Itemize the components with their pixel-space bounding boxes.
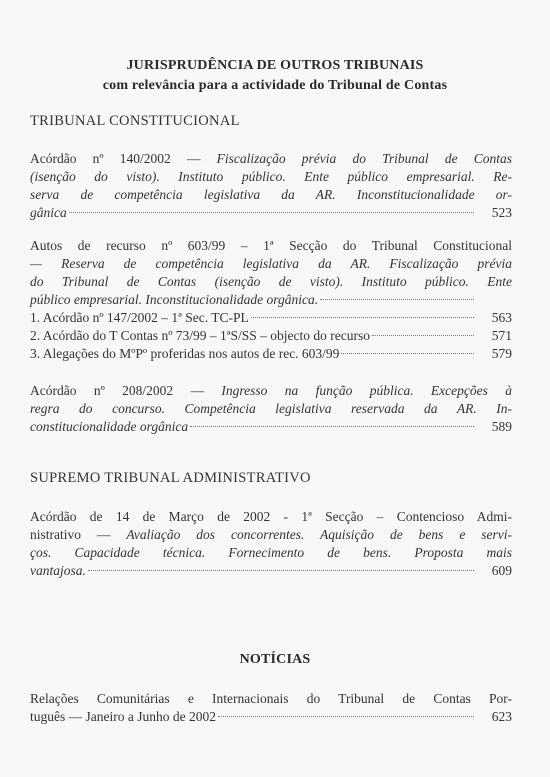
- page-number: 579: [491, 346, 512, 361]
- entry-line: [30, 150, 512, 168]
- dot-leader: [218, 716, 474, 717]
- page-number: 589: [491, 419, 512, 434]
- page-number: 571: [491, 328, 512, 343]
- page-number: 623: [491, 709, 512, 724]
- entry-line: constitucionalidade orgânica: [30, 419, 189, 434]
- subitem-text: 1. Acórdão nº 147/2002 – 1ª Sec. TC-PL: [30, 310, 249, 325]
- toc-entry-acordao-140-2002: [30, 150, 512, 222]
- toc-leader-line: [30, 418, 512, 436]
- toc-entry-relacoes-comunitarias: [30, 690, 512, 726]
- entry-line: Autos de recurso nº 603/99 – 1ª Secção do Tribunal Constitucional: [30, 238, 512, 253]
- toc-leader-line: [30, 562, 512, 580]
- entry-line: ços. Capacidade técnica. Fornecimento de bens. Proposta mais: [30, 545, 512, 560]
- toc-subitem: [30, 345, 512, 363]
- entry-line: serva de competência legislativa da AR. Inconstitucionalidade or-: [30, 187, 512, 202]
- toc-subitem: [30, 309, 512, 327]
- page-subtitle: com relevância para a actividade do Tribunal de Contas: [102, 78, 448, 93]
- dot-leader: [69, 212, 474, 213]
- subitem-text: 3. Alegações do MºPº proferidas nos autos de rec. 603/99: [30, 346, 340, 361]
- dot-leader: [320, 299, 474, 300]
- entry-subject: Avaliação dos concorrentes. Aquisição de bens e servi-: [126, 527, 512, 542]
- toc-entry-acordao-14-marco-2002: [30, 508, 512, 580]
- entry-line: do Tribunal de Contas (isenção de visto). Instituto público. Ente: [30, 274, 512, 289]
- dot-leader: [341, 353, 474, 354]
- entry-line: [30, 382, 512, 400]
- entry-line: — Reserva de competência legislativa da AR. Fiscalização prévia: [30, 256, 512, 271]
- section-title-supremo-tribunal-administrativo: SUPREMO TRIBUNAL ADMINISTRATIVO: [30, 470, 311, 486]
- dot-leader: [88, 570, 474, 571]
- entry-line: gânica: [30, 205, 67, 220]
- page-number: 523: [491, 205, 512, 220]
- page-number: 609: [491, 563, 512, 578]
- entry-lead: Acórdão nº 208/2002 —: [30, 383, 222, 398]
- entry-line: Relações Comunitárias e Internacionais do Tribunal de Contas Por-: [30, 691, 512, 706]
- entry-lead: nistrativo —: [30, 527, 127, 542]
- entry-line: Acórdão de 14 de Março de 2002 - 1ª Secção – Contencioso Admi-: [30, 509, 512, 524]
- toc-leader-line: [30, 708, 512, 726]
- toc-leader-line: [30, 291, 512, 309]
- page-number: 563: [491, 310, 512, 325]
- toc-entry-autos-recurso-603-99: [30, 237, 512, 363]
- entry-line: vantajosa.: [30, 563, 86, 578]
- toc-leader-line: [30, 204, 512, 222]
- dot-leader: [251, 317, 474, 318]
- section-title-noticias: NOTÍCIAS: [239, 652, 311, 667]
- entry-line: público empresarial. Inconstitucionalidade orgânica.: [30, 292, 319, 307]
- toc-entry-acordao-208-2002: [30, 382, 512, 436]
- entry-lead: Acórdão nº 140/2002 —: [30, 151, 217, 166]
- entry-line: [30, 526, 512, 544]
- entry-line: regra do concurso. Competência legislativa reservada da AR. In-: [30, 401, 512, 416]
- dot-leader: [372, 335, 474, 336]
- entry-subject: Fiscalização prévia do Tribunal de Contas: [216, 151, 512, 166]
- entry-line: tuguês — Janeiro a Junho de 2002: [30, 709, 216, 724]
- subitem-text: 2. Acórdão do T Contas nº 73/99 – 1ªS/SS – objecto do recurso: [30, 328, 371, 343]
- entry-line: (isenção do visto). Instituto público. Ente público empresarial. Re-: [30, 169, 512, 184]
- dot-leader: [190, 426, 474, 427]
- page-title: JURISPRUDÊNCIA DE OUTROS TRIBUNAIS: [126, 58, 424, 73]
- section-title-tribunal-constitucional: TRIBUNAL CONSTITUCIONAL: [30, 113, 240, 129]
- entry-subject: Ingresso na função pública. Excepções à: [221, 383, 512, 398]
- toc-subitem: [30, 327, 512, 345]
